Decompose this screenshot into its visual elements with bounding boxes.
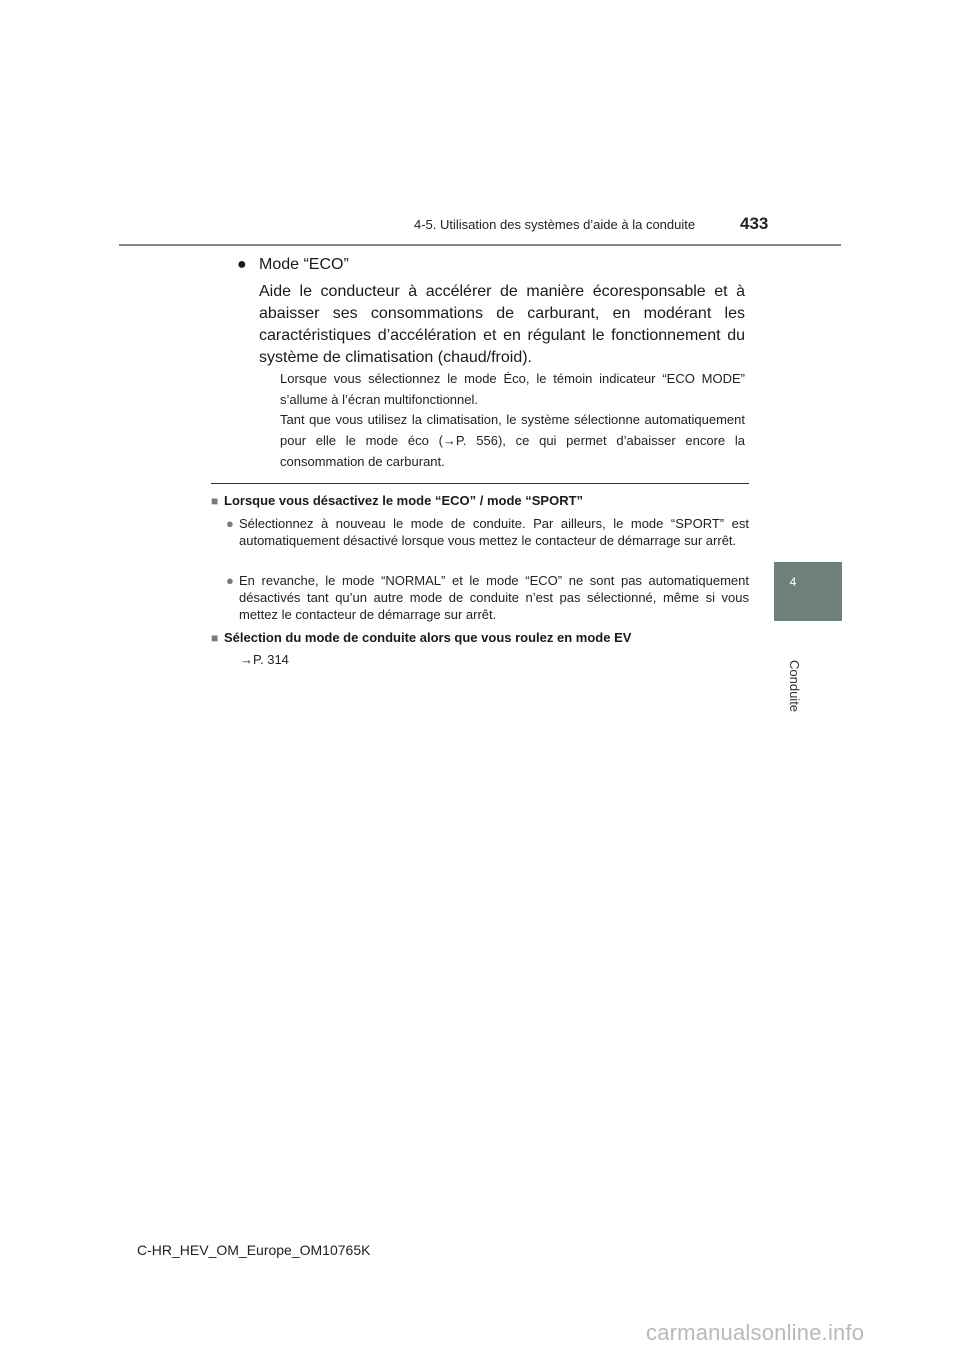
info-bullet-text: En revanche, le mode “NORMAL” et le mode “ECO” ne sont pas automatiquement désactivés tant qu’un autre mode de conduite n’est pas sélectionné, même si vous mettez le contacteur de démarrage sur arrêt. [239, 573, 749, 622]
page-number: 433 [740, 214, 769, 233]
square-bullet-icon: ■ [211, 631, 219, 645]
mode-eco-description: Aide le conducteur à accélérer de manière écoresponsable et à abaisser ses consommations de carburant, en modérant les caractéristiques d’accélération et en régulant le fonctionnement du système de climatisation (chaud/froid). [259, 283, 745, 366]
square-bullet-icon: ■ [211, 494, 219, 508]
info-heading-ev-mode-text: Sélection du mode de conduite alors que vous roulez en mode EV [224, 630, 632, 645]
mode-eco-heading [237, 256, 745, 274]
circle-bullet-icon: ● [226, 573, 234, 588]
info-heading-deactivate-text: Lorsque vous désactivez le mode “ECO” / mode “SPORT” [224, 493, 584, 508]
chapter-tab [774, 562, 842, 621]
info-bullet-text: Sélectionnez à nouveau le mode de conduite. Par ailleurs, le mode “SPORT” est automatiquement désactivé lorsque vous mettez le contacteur de démarrage sur arrêt. [239, 516, 749, 548]
page-reference-link[interactable]: →P. 314 [240, 652, 289, 667]
info-heading-deactivate [211, 493, 751, 508]
eco-note-climate: Tant que vous utilisez la climatisation, le système sélectionne automatiquement pour elle le mode éco (→P. 556), ce qui permet d’abaisser encore la consommation de carburant. [280, 412, 745, 469]
chapter-tab-number: 4 [789, 575, 797, 589]
info-divider [211, 483, 749, 484]
eco-note-indicator: Lorsque vous sélectionnez le mode Éco, le témoin indicateur “ECO MODE” s’allume à l’écran multifonctionnel. [280, 371, 745, 407]
info-bullet-item [226, 572, 749, 623]
chapter-tab-label: Conduite [787, 660, 802, 713]
bullet-icon: ● [237, 256, 247, 273]
mode-eco-title: Mode “ECO” [259, 256, 349, 273]
watermark: carmanualsonline.info [646, 1320, 865, 1345]
info-bullet-item [226, 515, 749, 549]
document-id: C-HR_HEV_OM_Europe_OM10765K [137, 1242, 371, 1258]
circle-bullet-icon: ● [226, 516, 234, 531]
header-divider [119, 244, 841, 246]
running-header-section: 4-5. Utilisation des systèmes d’aide à la conduite [414, 217, 696, 232]
info-heading-ev-mode [211, 630, 751, 645]
